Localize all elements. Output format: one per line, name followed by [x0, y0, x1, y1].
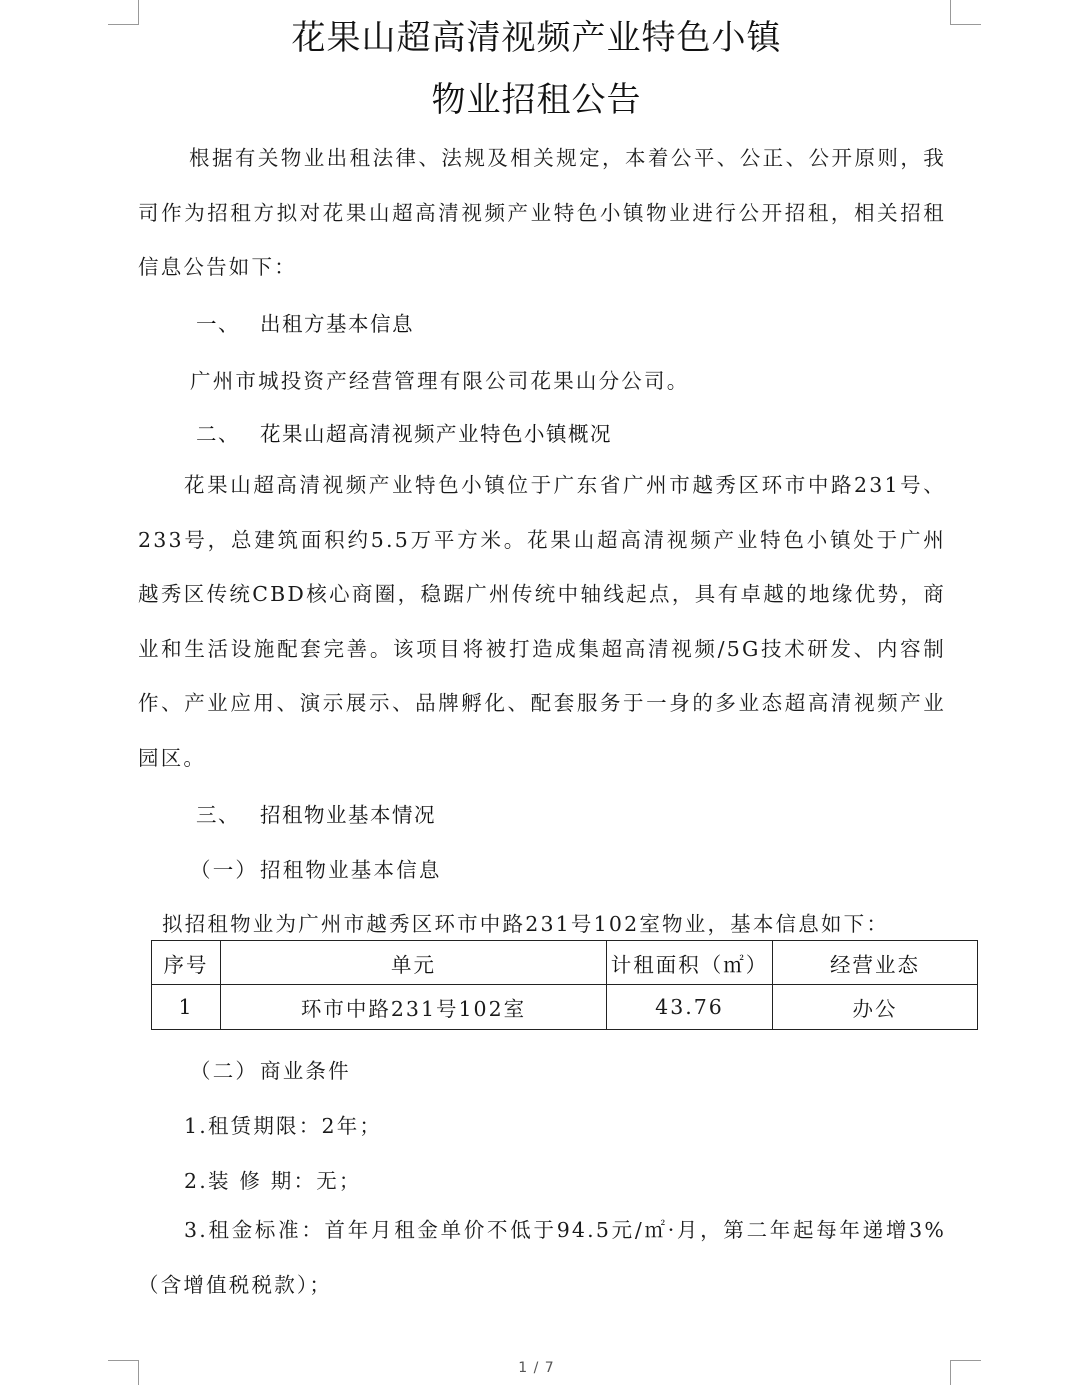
- table-header-cell: 计租面积（㎡）: [607, 941, 773, 985]
- section-number: 一、: [196, 312, 240, 336]
- section-title: 花果山超高清视频产业特色小镇概况: [260, 422, 612, 446]
- lessor-name: 广州市城投资产经营管理有限公司花果山分公司。: [190, 369, 690, 393]
- subsection-heading-1: [190, 853, 442, 883]
- section-title: 出租方基本信息: [260, 312, 414, 336]
- subsection-title: 招租物业基本信息: [260, 858, 442, 882]
- table-header-cell: 经营业态: [773, 941, 978, 985]
- condition-lease-term: 1.租赁期限：2年；: [184, 1114, 383, 1138]
- table-row: [152, 985, 978, 1030]
- condition-renovation-period: 2.装 修 期：无；: [184, 1169, 362, 1193]
- section-heading-3: [196, 798, 436, 828]
- table-header-cell: 单元: [221, 941, 607, 985]
- subsection-number: （二）: [190, 1059, 259, 1083]
- page-number: 1 / 7: [518, 1360, 555, 1376]
- table-header-row: [152, 941, 978, 985]
- property-intro-text: 拟招租物业为广州市越秀区环市中路231号102室物业，基本信息如下：: [162, 912, 890, 936]
- document-title-line1: 花果山超高清视频产业特色小镇: [291, 18, 782, 58]
- overview-paragraph: 花果山超高清视频产业特色小镇位于广东省广州市越秀区环市中路231号、233号，总建筑面积约5.5万平方米。花果山超高清视频产业特色小镇处于广州越秀区传统CBD核心商圈，稳踞广州传统中轴线起点，具有卓越的地缘优势，商业和生活设施配套完善。该项目将被打造成集超高清视频/5G技术研发、内容制作、产业应用、演示展示、品牌孵化、配套服务于一身的多业态超高清视频产业园区。: [138, 473, 946, 770]
- property-info-table: [151, 940, 978, 1030]
- subsection-number: （一）: [190, 858, 259, 882]
- subsection-title: 商业条件: [260, 1059, 351, 1083]
- table-cell: 办公: [773, 985, 978, 1030]
- section-number: 三、: [196, 803, 240, 827]
- document-title-line2: 物业招租公告: [431, 80, 642, 120]
- condition-rent-standard: 3.租金标准：首年月租金单价不低于94.5元/㎡·月，第二年起每年递增3%（含增值税税款）；: [138, 1218, 946, 1297]
- table-header-cell: 序号: [152, 941, 221, 985]
- table-cell: 1: [152, 985, 221, 1030]
- section-heading-2: [196, 417, 612, 447]
- subsection-heading-2: [190, 1054, 351, 1084]
- section-heading-1: [196, 307, 414, 337]
- table-cell: 43.76: [607, 985, 773, 1030]
- section-number: 二、: [196, 422, 240, 446]
- intro-paragraph: 根据有关物业出租法律、法规及相关规定，本着公平、公正、公开原则，我司作为招租方拟对花果山超高清视频产业特色小镇物业进行公开招租，相关招租信息公告如下：: [138, 146, 946, 280]
- table-cell: 环市中路231号102室: [221, 985, 607, 1030]
- section-title: 招租物业基本情况: [260, 803, 436, 827]
